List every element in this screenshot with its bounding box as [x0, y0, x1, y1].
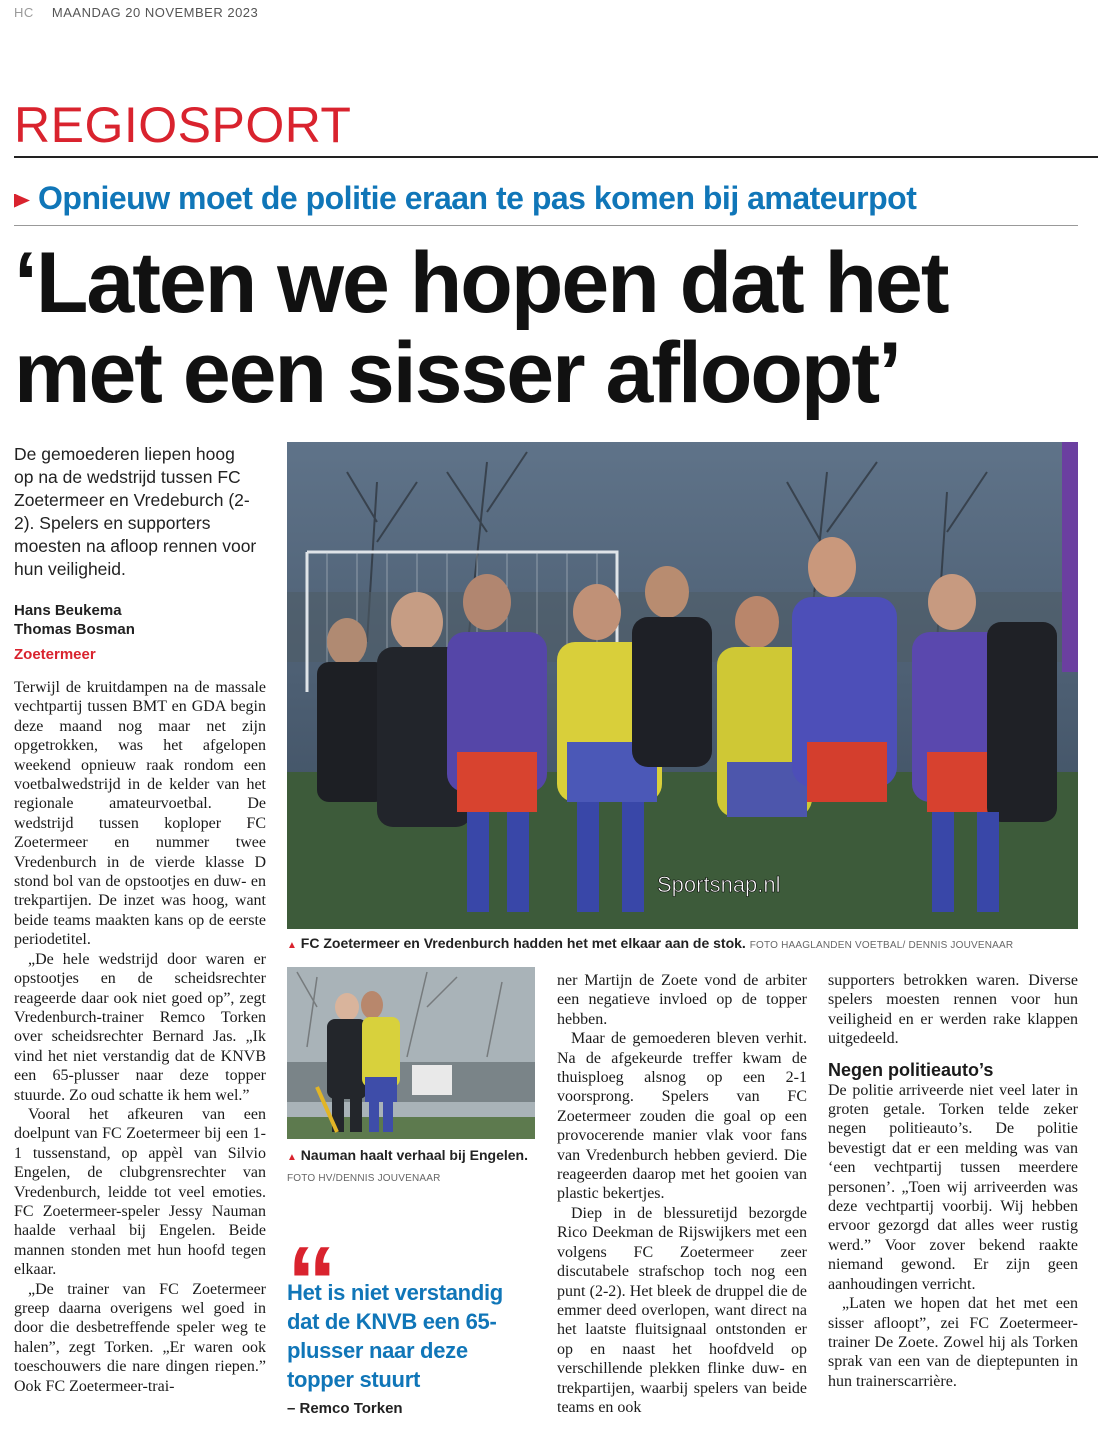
- caption-text: Nauman haalt verhaal bij Engelen.: [300, 1147, 528, 1163]
- article-column-1: [14, 678, 266, 1396]
- caption-triangle-icon: ▲: [287, 940, 297, 951]
- kicker-arrow-icon: [14, 194, 30, 208]
- dateline-place: Zoetermeer: [14, 646, 96, 663]
- photo-credit: FOTO HV/DENNIS JOUVENAAR: [287, 1173, 441, 1184]
- kicker-divider: [14, 225, 1078, 226]
- body-paragraph: „Laten we hopen dat het met een sisser afloopt”, zei FC Zoetermeer-trainer De Zoete. Zowel hij als Torken sprak van een van de dieptepunten in hun trainerscarrière.: [828, 1295, 1078, 1390]
- section-divider: [14, 156, 1098, 158]
- photo-watermark: Sportsnap.nl: [657, 872, 781, 897]
- body-paragraph: De politie arriveerde niet veel later in groten getale. Torken telde zeker negen politieauto’s. De politie bevestigt dat er een melding was van ‘een vechtpartij tussen meerdere personen’. „Toen wij arriveerden was deze vechtpartij voorbij. Wij hebben ervoor gezorgd dat alles weer rustig werd.” Voor zover bekend raakte niemand gewond. Er zijn geen aanhoudingen verricht.: [828, 1081, 1078, 1293]
- body-paragraph: ner Martijn de Zoete vond de arbiter een negatieve invloed op de topper hebben.: [557, 972, 807, 1028]
- main-photo: [287, 442, 1078, 929]
- secondary-photo: [287, 967, 535, 1139]
- author-name: Hans Beukema: [14, 602, 122, 619]
- author-name: Thomas Bosman: [14, 621, 135, 638]
- caption-triangle-icon: ▲: [287, 1152, 297, 1163]
- confrontation-photo-illustration: [287, 967, 535, 1139]
- page-header: [14, 5, 258, 20]
- body-paragraph: „De hele wedstrijd door waren er opstootjes en de scheidsrechter reageerde daar ook niet goed op”, zegt Vredenburch-trainer Remco Torken over scheidsrechter Bernard Jas. „Ik vind het niet verstandig dat de KNVB een 65-plusser naar deze topper stuurde. Zo oud schatte ik hem wel.”: [14, 950, 266, 1104]
- newspaper-logo: HC: [14, 5, 34, 20]
- secondary-photo-caption: [287, 1146, 537, 1188]
- body-paragraph: Diep in de blessuretijd bezorgde Rico Deekman de Rijswijkers met een volgens FC Zoetermeer zeer discutabele strafschop toch nog een punt (2-2). Het bleek de druppel die de emmer deed overlopen, want direct na het laatste fluitsignaal ontstonden er op en naast het hoofdveld op verschillende plekken flinke duw- en trekpartijen, waarbij spelers van beide teams en ook: [557, 1204, 807, 1416]
- body-paragraph: supporters betrokken waren. Diverse spelers moesten rennen voor hun veiligheid en er werden rake klappen uitgedeeld.: [828, 972, 1078, 1048]
- main-photo-caption: [287, 935, 1087, 951]
- brawl-photo-illustration: [287, 442, 1078, 929]
- lead-paragraph: De gemoederen liepen hoog op na de wedstrijd tussen FC Zoetermeer en Vredeburch (2-2). Spelers en supporters moesten na afloop rennen voor hun veiligheid.: [14, 444, 257, 579]
- pull-quote: Het is niet verstandig dat de KNVB een 65-plusser naar deze topper stuurt: [287, 1280, 503, 1392]
- photo-credit: FOTO HAAGLANDEN VOETBAL/ DENNIS JOUVENAAR: [749, 940, 1014, 951]
- body-paragraph: Maar de gemoederen bleven verhit. Na de afgekeurde treffer kwam de thuisploeg alsnog op een 2-1 voorsprong. Spelers van FC Zoetermeer zouden die goal op een provocerende manier vlak voor fans van Vredenburch hebben gevierd. Die reageerden daarop met het gooien van plastic bekertjes.: [557, 1030, 807, 1203]
- subheading: Negen politieauto’s: [828, 1059, 994, 1080]
- issue-date: MAANDAG 20 NOVEMBER 2023: [51, 5, 259, 20]
- body-paragraph: „De trainer van FC Zoetermeer greep daarna overigens wel goed in door die desbetreffende speler weg te halen”, zegt Torken. „Er waren ook toeschouwers die nare dingen riepen.” Ook FC Zoetermeer-trai-: [14, 1280, 266, 1395]
- body-paragraph: Vooral het afkeuren van een doelpunt van FC Zoetermeer bij een 1-1 tussenstand, op appèl van Silvio Engelen, de clubgrensrechter van Vredenburch, leidde tot veel emoties. FC Zoetermeer-speler Jessy Nauman haalde verhaal bij Engelen. Beide mannen stonden met hun hoofd tegen elkaar.: [14, 1105, 266, 1279]
- caption-text: FC Zoetermeer en Vredenburch hadden het met elkaar aan de stok.: [300, 935, 746, 951]
- article-column-3: [557, 971, 807, 1417]
- body-paragraph: Terwijl de kruitdampen na de massale vechtpartij tussen BMT en GDA begin deze maand nog maar net zijn opgetrokken, was het afgelopen weekend opnieuw raak rondom een voetbalwedstrijd in de kelder van het regionale amateurvoetbal. De wedstrijd tussen koploper FC Zoetermeer en nummer twee Vredenburch in de vierde klasse D stond bol van de opstootjes en duw- en trekpartijen. De inzet was hoog, want beide teams maakten kans op de eerste periodetitel.: [14, 679, 266, 949]
- kicker-text: Opnieuw moet de politie eraan te pas komen bij amateurpot: [38, 180, 917, 216]
- headline: ‘Laten we hopen dat het met een sisser afloopt’: [14, 235, 948, 421]
- article-column-4: [828, 971, 1078, 1391]
- quote-mark-icon: “: [287, 1226, 337, 1338]
- pull-quote-attribution: – Remco Torken: [287, 1400, 403, 1417]
- section-title: REGIOSPORT: [14, 97, 352, 153]
- kicker: [14, 182, 916, 214]
- byline: [14, 601, 135, 639]
